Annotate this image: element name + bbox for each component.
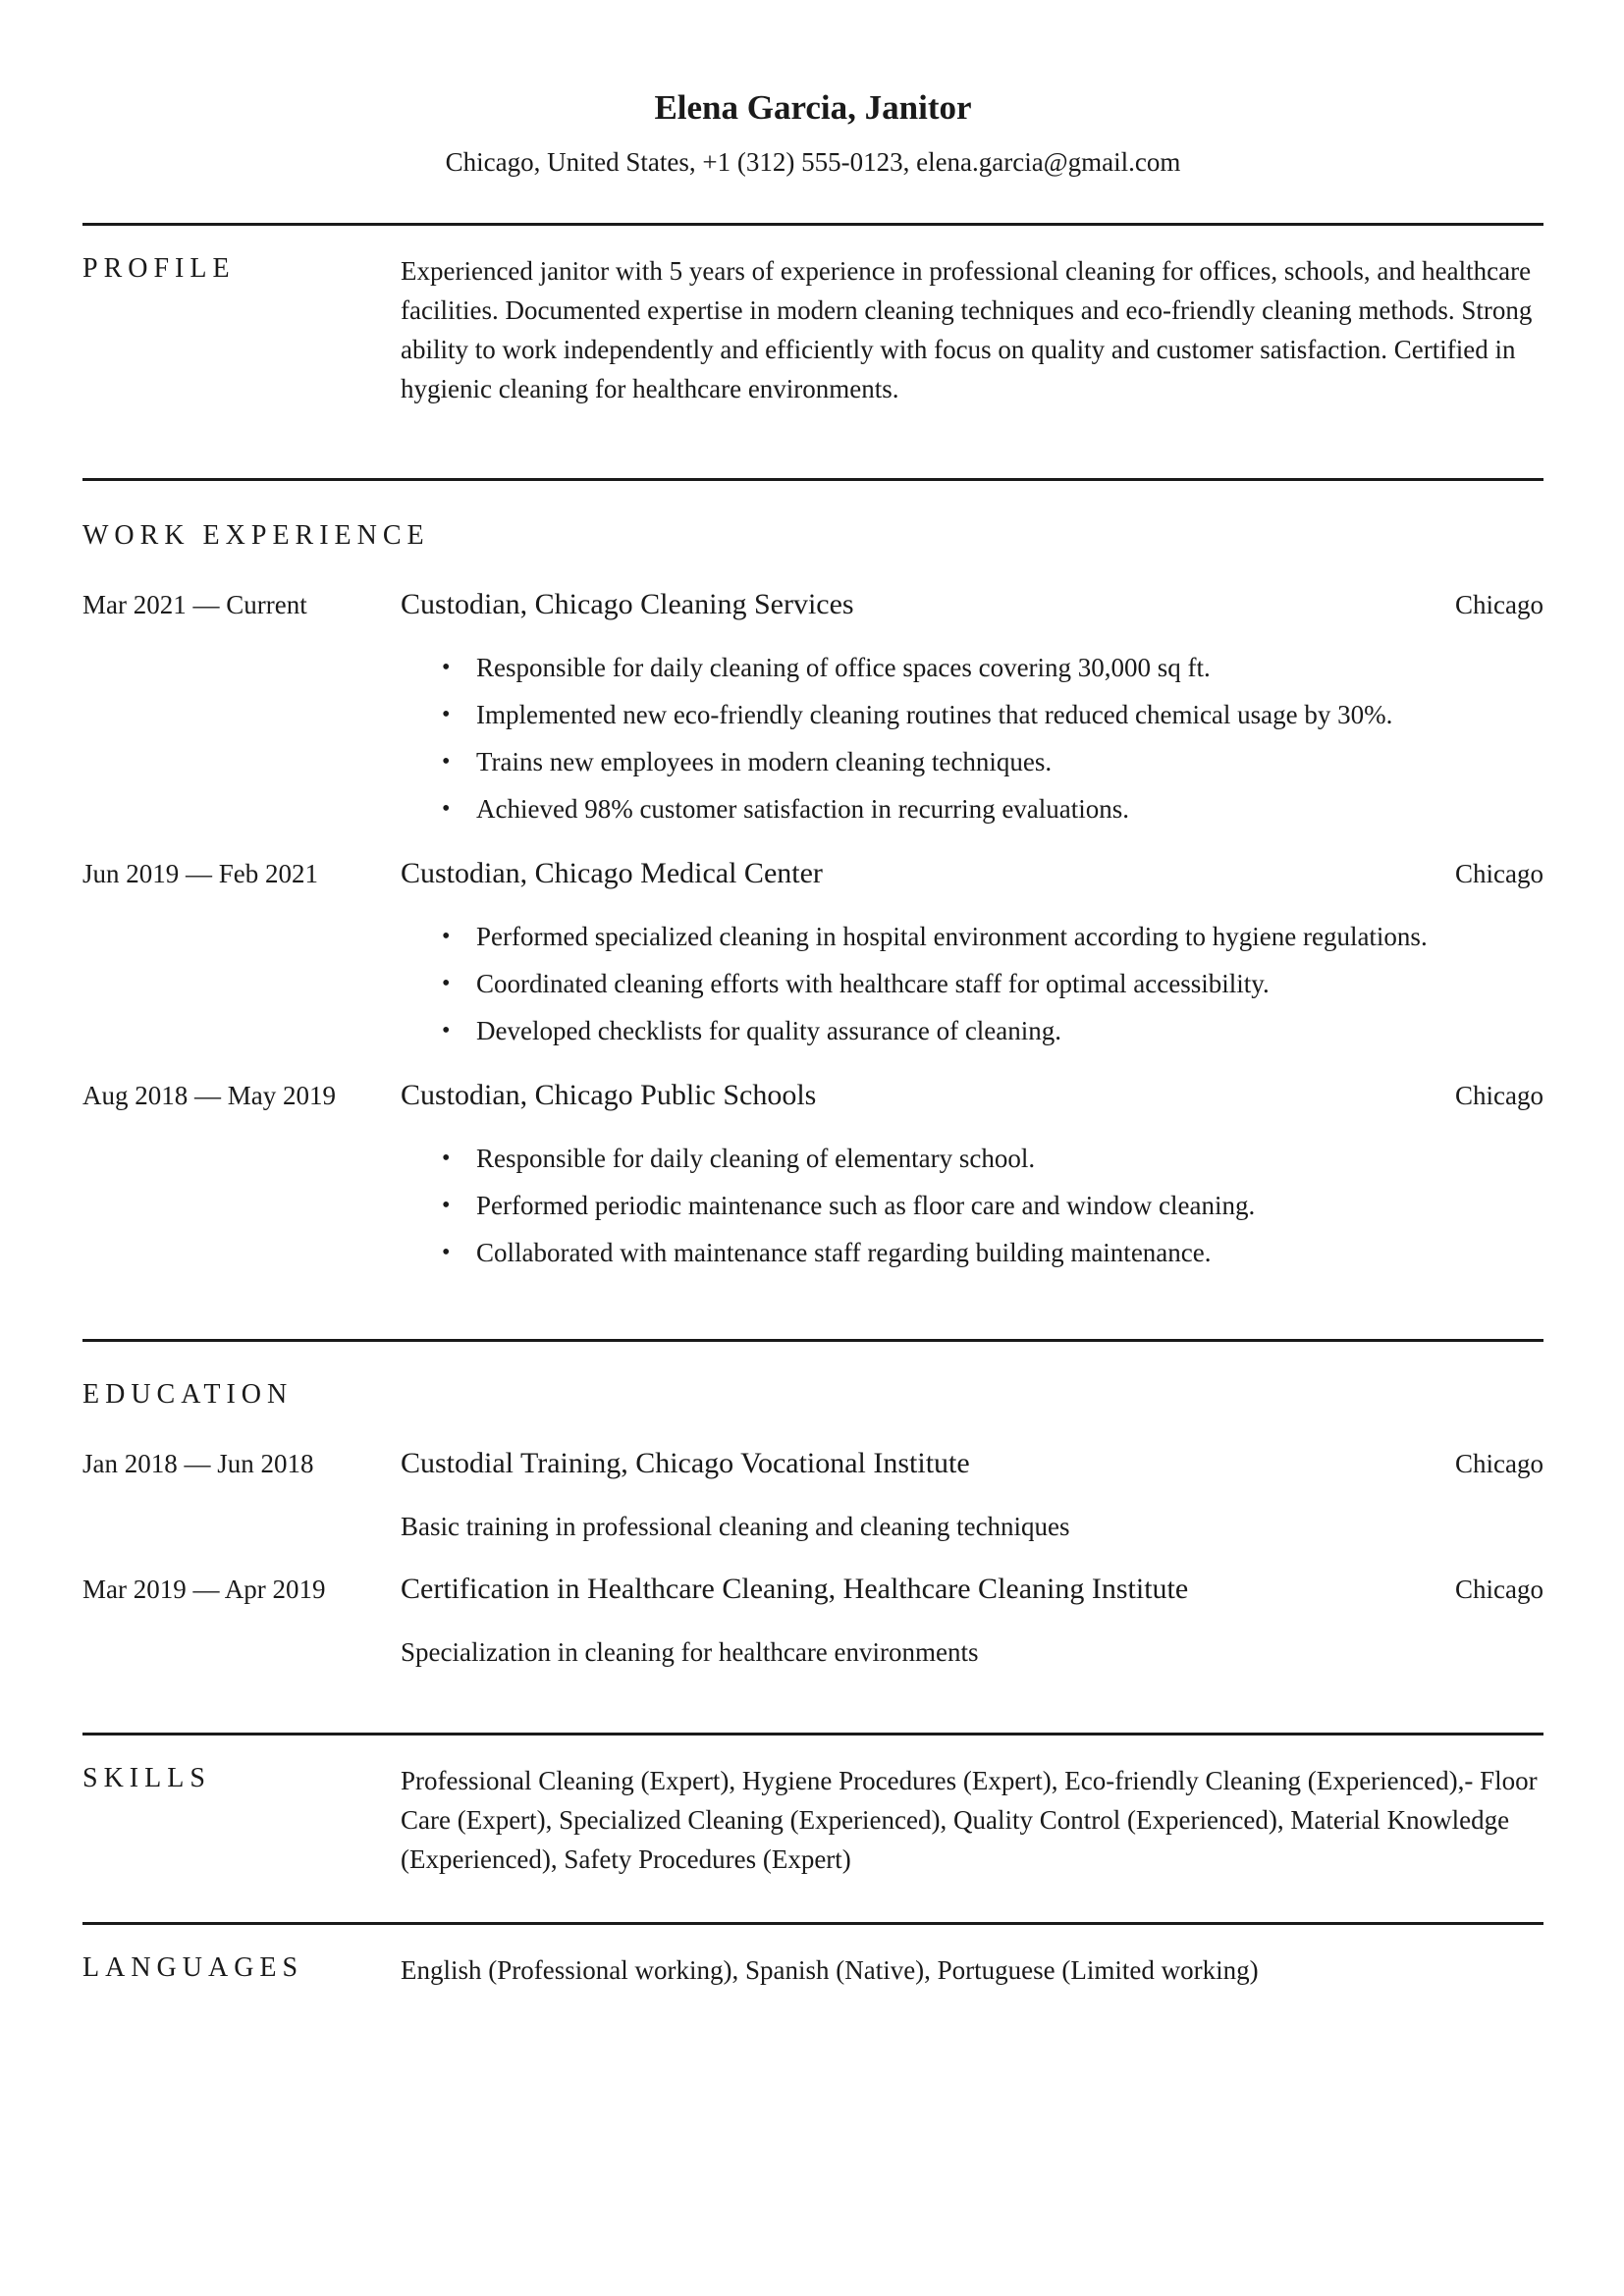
education-dates: Mar 2019 — Apr 2019 xyxy=(82,1575,326,1604)
candidate-name: Elena Garcia, Janitor xyxy=(654,88,972,127)
job-bullet: • Responsible for daily cleaning of elementary school. xyxy=(401,1135,1543,1182)
job-dates: Mar 2021 — Current xyxy=(82,590,307,619)
education-title: Certification in Healthcare Cleaning, Healthcare Cleaning Institute xyxy=(401,1573,1189,1605)
job-bullets xyxy=(401,913,1543,1054)
job-title: Custodian, Chicago Cleaning Services xyxy=(401,588,854,620)
job-bullet: • Coordinated cleaning efforts with healthcare staff for optimal accessibility. xyxy=(401,960,1543,1007)
job-bullets xyxy=(401,644,1543,832)
job-bullet: • Performed specialized cleaning in hospital environment according to hygiene regulations. xyxy=(401,913,1543,960)
job-bullet: • Developed checklists for quality assurance of cleaning. xyxy=(401,1007,1543,1054)
job-location: Chicago xyxy=(1455,1081,1543,1110)
section-divider xyxy=(82,478,1543,481)
resume-page xyxy=(82,0,1543,1990)
education-heading: EDUCATION xyxy=(82,1379,294,1410)
job-location: Chicago xyxy=(1455,590,1543,619)
job-bullet: • Achieved 98% customer satisfaction in recurring evaluations. xyxy=(401,785,1543,832)
skills-heading: SKILLS xyxy=(82,1763,211,1793)
education-dates: Jan 2018 — Jun 2018 xyxy=(82,1449,314,1478)
contact-info: Chicago, United States, +1 (312) 555-0123, elena.garcia@gmail.com xyxy=(445,147,1181,177)
work-experience-heading: WORK EXPERIENCE xyxy=(82,520,430,551)
education-description: Basic training in professional cleaning and cleaning techniques xyxy=(401,1512,1070,1541)
languages-text: English (Professional working), Spanish (Native), Portuguese (Limited working) xyxy=(401,1955,1259,1985)
job-bullet: • Trains new employees in modern cleaning techniques. xyxy=(401,738,1543,785)
languages-heading: LANGUAGES xyxy=(82,1952,304,1983)
job-bullets xyxy=(401,1135,1543,1276)
section-divider xyxy=(82,223,1543,226)
resume-header xyxy=(82,0,1543,181)
section-divider xyxy=(82,1733,1543,1735)
languages-section xyxy=(82,1950,1543,1990)
job-entry xyxy=(82,854,1543,1054)
education-section xyxy=(82,1377,1543,1672)
job-dates: Aug 2018 — May 2019 xyxy=(82,1081,336,1110)
job-bullet: • Performed periodic maintenance such as floor care and window cleaning. xyxy=(401,1182,1543,1229)
job-location: Chicago xyxy=(1455,859,1543,888)
job-bullet: • Implemented new eco-friendly cleaning routines that reduced chemical usage by 30%. xyxy=(401,691,1543,738)
job-title: Custodian, Chicago Public Schools xyxy=(401,1079,817,1111)
profile-heading: PROFILE xyxy=(82,253,236,284)
job-bullet: • Collaborated with maintenance staff regarding building maintenance. xyxy=(401,1229,1543,1276)
work-experience-section xyxy=(82,518,1543,1276)
skills-text: Professional Cleaning (Expert), Hygiene Procedures (Expert), Eco-friendly Cleaning (Experienced),- Floor Care (Expert), Specialized Cleaning (Experienced), Quality Control (Experienced), Material Knowledge (Experienced), Safety Procedures (Expert) xyxy=(401,1766,1538,1874)
education-entry xyxy=(82,1444,1543,1546)
education-entry xyxy=(82,1570,1543,1672)
section-divider xyxy=(82,1339,1543,1342)
job-title: Custodian, Chicago Medical Center xyxy=(401,857,823,889)
job-bullet: • Responsible for daily cleaning of office spaces covering 30,000 sq ft. xyxy=(401,644,1543,691)
job-dates: Jun 2019 — Feb 2021 xyxy=(82,859,319,888)
job-entry xyxy=(82,1076,1543,1276)
job-entry xyxy=(82,585,1543,832)
skills-section xyxy=(82,1761,1543,1879)
education-location: Chicago xyxy=(1455,1575,1543,1604)
profile-section xyxy=(82,251,1543,408)
education-location: Chicago xyxy=(1455,1449,1543,1478)
education-description: Specialization in cleaning for healthcare environments xyxy=(401,1637,979,1667)
profile-text: Experienced janitor with 5 years of experience in professional cleaning for offices, schools, and healthcare facilities. Documented expertise in modern cleaning techniques and eco-friendly cleaning methods. Strong ability to work independently and efficiently with focus on quality and customer satisfaction. Certified in hygienic cleaning for healthcare environments. xyxy=(401,256,1533,403)
section-divider xyxy=(82,1922,1543,1925)
education-title: Custodial Training, Chicago Vocational Institute xyxy=(401,1447,970,1479)
